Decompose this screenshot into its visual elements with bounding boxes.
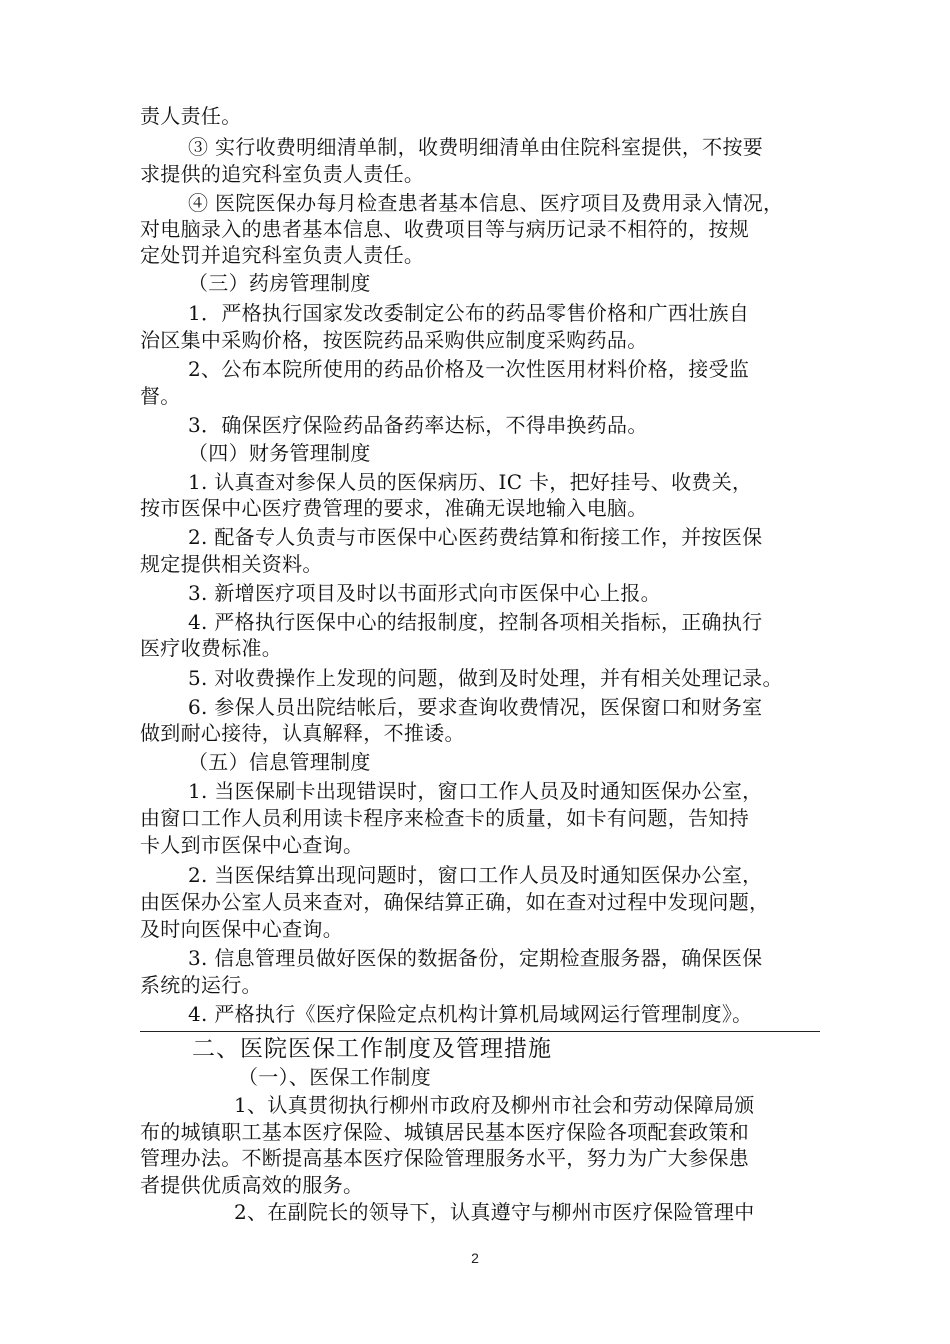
text-line: 对电脑录入的患者基本信息、收费项目等与病历记录不相符的，按规 [140,217,749,241]
section-heading: （五）信息管理制度 [188,750,371,774]
text-line: 做到耐心接待，认真解释，不推诿。 [140,721,465,745]
horizontal-rule [140,1031,820,1032]
text-line: 由医保办公室人员来查对，确保结算正确，如在查对过程中发现问题， [140,890,770,914]
text-line: 4. 严格执行医保中心的结报制度，控制各项相关指标，正确执行 [188,610,763,634]
text-line: 布的城镇职工基本医疗保险、城镇居民基本医疗保险各项配套政策和 [140,1120,749,1144]
text-line: 1、认真贯彻执行柳州市政府及柳州市社会和劳动保障局颁 [234,1093,755,1117]
chapter-heading: 二、医院医保工作制度及管理措施 [192,1036,552,1062]
text-line: 系统的运行。 [140,973,262,997]
text-line: 3. 新增医疗项目及时以书面形式向市医保中心上报。 [188,581,661,605]
text-line: 2. 配备专人负责与市医保中心医药费结算和衔接工作，并按医保 [188,525,763,549]
text-line: 治区集中采购价格，按医院药品采购供应制度采购药品。 [140,328,648,352]
text-line: 2. 当医保结算出现问题时，窗口工作人员及时通知医保办公室， [188,863,763,887]
text-line: 4. 严格执行《医疗保险定点机构计算机局域网运行管理制度》。 [188,1002,753,1026]
text-line: 5. 对收费操作上发现的问题，做到及时处理，并有相关处理记录。 [188,666,783,690]
text-line: 6. 参保人员出院结帐后，要求查询收费情况，医保窗口和财务室 [188,695,763,719]
section-heading: （三）药房管理制度 [188,271,371,295]
text-line: 2、在副院长的领导下，认真遵守与柳州市医疗保险管理中 [234,1200,755,1224]
page-number: 2 [471,1250,479,1266]
text-line: 由窗口工作人员利用读卡程序来检查卡的质量，如卡有问题，告知持 [140,806,749,830]
section-heading: （四）财务管理制度 [188,441,371,465]
text-line: 者提供优质高效的服务。 [140,1173,364,1197]
text-line: 1. 当医保刷卡出现错误时，窗口工作人员及时通知医保办公室， [188,779,763,803]
text-line: 求提供的追究科室负责人责任。 [140,162,425,186]
text-line: 规定提供相关资料。 [140,552,323,576]
text-line: 1．严格执行国家发改委制定公布的药品零售价格和广西壮族自 [188,301,750,325]
text-line: ④ 医院医保办每月检查患者基本信息、医疗项目及费用录入情况， [188,191,784,215]
text-line: 按市医保中心医疗费管理的要求，准确无误地输入电脑。 [140,496,648,520]
text-line: 卡人到市医保中心查询。 [140,833,364,857]
text-line: 3．确保医疗保险药品备药率达标，不得串换药品。 [188,413,648,437]
text-line: ③ 实行收费明细清单制，收费明细清单由住院科室提供，不按要 [188,135,764,159]
text-line: 及时向医保中心查询。 [140,917,343,941]
text-line: 定处罚并追究科室负责人责任。 [140,243,425,267]
text-line: 2、公布本院所使用的药品价格及一次性医用材料价格，接受监 [188,357,750,381]
text-line: 管理办法。不断提高基本医疗保险管理服务水平，努力为广大参保患 [140,1146,749,1170]
text-line: 1. 认真查对参保人员的医保病历、IC 卡，把好挂号、收费关， [188,470,753,494]
text-line: 督。 [140,384,181,408]
text-line: 3. 信息管理员做好医保的数据备份，定期检查服务器，确保医保 [188,946,763,970]
text-line: 责人责任。 [140,104,242,128]
text-line: 医疗收费标准。 [140,636,283,660]
section-heading: （一）、医保工作制度 [238,1065,431,1089]
